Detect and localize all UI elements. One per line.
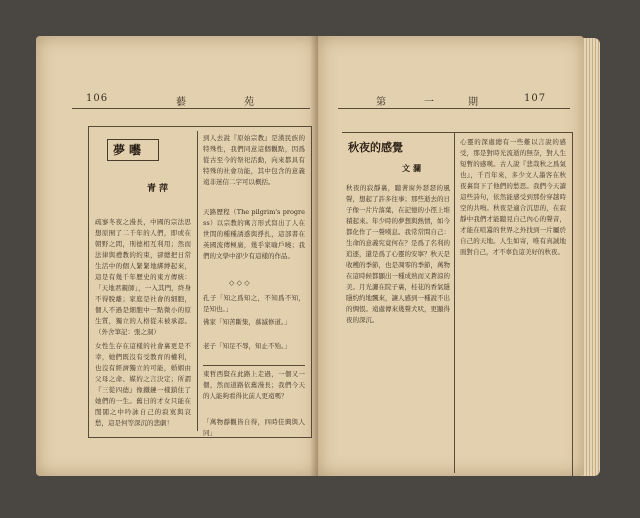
open-book	[30, 28, 604, 482]
right-article-author: 文瀾	[402, 163, 424, 173]
left-col2-para-c: 東哲西賢在此路上走過，一個又一個，然而道路依舊漫長；我們今天的人能夠看得比前人更遠嗎？	[203, 370, 305, 400]
quote-rule	[203, 365, 305, 366]
left-col1-para2: 女性生存在這樣的社會裏更是不幸，她們既沒有受教育的權利，也沒有經濟獨立的可能，婚姻由父母之命、媒妁之言決定；所謂『三從四德』像鐵鏈一樣鎖住了她們的一生。舊日的才女只能在閨閣之中吟詠自己的寂寞與哀愁，這是何等深沉的悲劇！	[95, 342, 191, 427]
column-divider	[197, 131, 198, 431]
right-running-head-a: 第	[376, 97, 387, 108]
section-separator: ◇ ◇ ◇	[229, 279, 250, 287]
right-col2: 心靈的深處總有一些難以言說的感受，那是對時光流逝的無奈，對人生短暫的感嘆。古人說『悲哉秋之爲氣也』，千百年來，多少文人墨客在秋夜裏寫下了他們的愁思。我們今天讀這些詩句，依然能感受到那份穿越時空的共鳴。秋夜是適合沉思的，在寂靜中我們才能聽見自己內心的聲音，才能在喧囂的世界之外找到一片屬於自己的天地。人生如寄，唯有真誠地面對自己，才不辜負這美好的秋夜。	[460, 138, 566, 256]
right-article-title: 秋夜的感覺	[348, 141, 403, 154]
right-header-rule	[338, 108, 570, 109]
right-column-divider	[454, 133, 455, 473]
left-running-head-b: 苑	[244, 97, 255, 108]
left-page	[36, 36, 318, 476]
article-title: 夢囈	[113, 143, 146, 157]
right-running-head-c: 期	[468, 97, 479, 108]
left-page-number: 106	[86, 93, 109, 104]
right-page	[318, 36, 584, 476]
left-col2-para-b: 天路歷程（The pilgrim's progress）以宗教的寓言形式寫出了人在世間的種種誘惑與掙扎，這部書在英國流傳極廣，幾乎家喻戶曉；我們的文學中卻少有這樣的作品。	[203, 208, 305, 260]
left-col1-para1: 疏寥冬夜之漫長，中國的宗法思想原囿了二千年的人們，即或在朝野之間，刑德相互利用；然而法律與禮教的約束，卻總把日常生活中的個人緊緊地綁縛起來，這是有幾千年歷史的東方傳統：「天地君親師」，一入其門，終身不得脫離；家庭是社會的細胞，個人不過是細胞中一點微小的原生質，獨立的人格從未被承認。（外舍筆記：張之洞）	[95, 218, 191, 336]
quote-confucius: 孔子「知之爲知之，不知爲不知，是知也。」	[203, 294, 305, 313]
article-author: 青萍	[147, 184, 172, 194]
closing-verse: 「萬物靜觀皆自得，四時佳興與人同」	[203, 418, 305, 437]
right-article-frame	[342, 132, 573, 477]
quote-buddhist: 佛家「知苦斷集，慕滅修道。」	[203, 318, 291, 326]
left-article-box	[88, 126, 312, 438]
right-col1: 秋夜的寂靜裏，聽著窗外瑟瑟的風聲，想起了許多往事；那些逝去的日子像一片片落葉，在記憶的小徑上堆積起來。年少時的夢想與熱情，如今都化作了一聲嘆息。我常常問自己：生命的意義究竟何在？是爲了名利的追逐，還是爲了心靈的安寧？秋天是收穫的季節，也是凋零的季節，萬物在這時候都顯出一種成熟而又蒼涼的美。月光灑在院子裏，桂花的香氣隱隱約約地飄來，讓人感到一種說不出的惆悵。遠處傳來幾聲犬吠，更顯得夜的深沉。	[346, 184, 450, 324]
right-page-number: 107	[524, 93, 547, 104]
left-running-head-a: 藝	[176, 97, 187, 108]
left-header-rule	[72, 108, 310, 109]
quote-laozi: 老子「知足不辱，知止不殆。」	[203, 342, 291, 350]
left-col2-para-a: 到人去說『原始宗教』是漢民族的特殊性，我們同意這個觀點，因爲從古至今的祭祀活動，向來都具有特殊的社會功能，其中包含的意義遠非迷信二字可以概括。	[203, 134, 305, 186]
right-running-head-b: 一	[424, 97, 435, 108]
